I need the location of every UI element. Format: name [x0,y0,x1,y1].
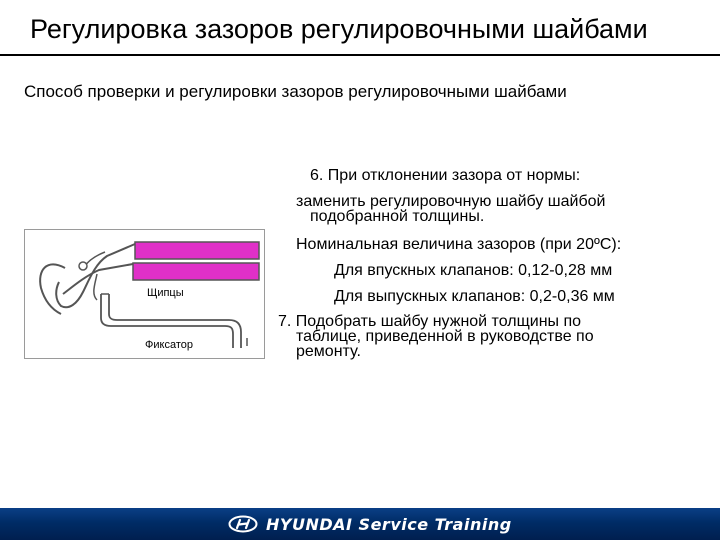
footer-bar [0,508,720,540]
footer-brand-text: HYUNDAI Service Training [266,514,512,534]
pliers-lower-handle [133,263,259,280]
pliers-lower-arm [63,264,133,294]
intake-valves-value: Для впускных клапанов: 0,12-0,28 мм [334,262,613,279]
nominal-gap-heading: Номинальная величина зазоров (при 20ºС): [296,236,622,253]
tools-illustration [24,229,265,359]
slide-title: Регулировка зазоров регулировочными шайбами [30,14,648,44]
step6-heading: 6. При отклонении зазора от нормы: [310,167,581,184]
step7-text-cont: ремонту. [296,343,361,360]
footer-brand [228,514,512,534]
pliers-pivot [79,262,87,270]
step6-text-cont: подобранной толщины. [310,208,485,225]
pliers-label: Щипцы [147,287,184,299]
pliers-lip [94,274,97,300]
pliers-upper-handle [135,242,259,259]
slide-subtitle: Способ проверки и регулировки зазоров регулировочными шайбами [24,82,567,101]
step7-heading: 7. Подобрать шайбу нужной толщины по [278,313,582,330]
step7-text: таблице, приведенной в руководстве по [296,328,594,345]
holder-label: Фиксатор [145,339,193,351]
step6-text: заменить регулировочную шайбу шайбой [296,193,606,210]
hyundai-logo-icon [228,515,258,533]
title-divider [0,54,720,56]
exhaust-valves-value: Для выпускных клапанов: 0,2-0,36 мм [334,288,615,305]
